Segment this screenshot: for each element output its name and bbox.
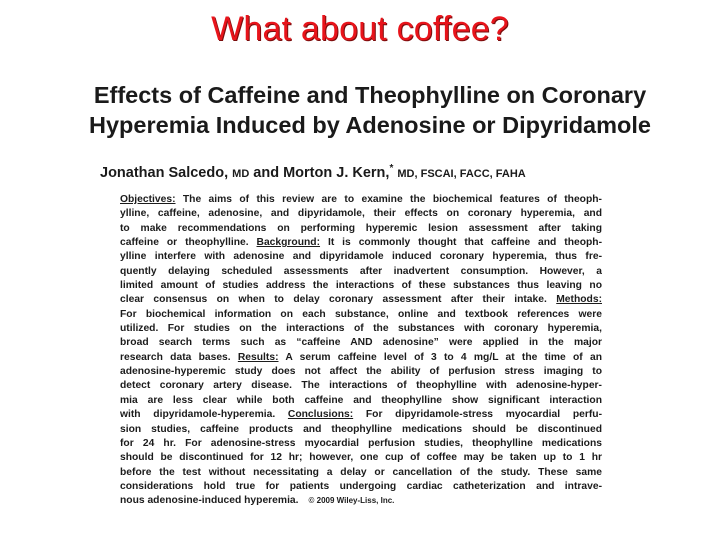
- abstract-line: [120, 207, 602, 221]
- abstract-line: [120, 236, 602, 250]
- section-label-methods: Methods:: [556, 294, 602, 306]
- abstract-text: limited amount of studies address the interactions of these substances thus leaving no: [120, 280, 602, 292]
- abstract-text: A serum caffeine level of 3 to 4 mg/L at the time of an: [278, 351, 602, 363]
- abstract-text: before the test without necessitating a delay or cancellation of the study. These same: [120, 466, 602, 478]
- section-label-background: Background:: [256, 237, 321, 249]
- abstract-line: [120, 451, 602, 465]
- abstract-text: ylline interfere with adenosine and dipyridamole induced coronary hyperemia, thus fre-: [120, 251, 602, 263]
- abstract-text: clear consensus on when to delay coronary assessment after their intake.: [120, 294, 557, 306]
- abstract-text: mia are less clear while both caffeine and theophylline show significant interaction: [120, 394, 602, 406]
- abstract-text: should be discontinued for 12 hr; however, one cup of coffee may be taken up to 1 hr: [120, 452, 602, 464]
- abstract-line: [120, 365, 602, 379]
- abstract-text: ylline, caffeine, adenosine, and dipyridamole, their effects on coronary hyperemia, and: [120, 208, 602, 220]
- abstract-text: with dipyridamole-hyperemia.: [120, 409, 288, 421]
- section-label-results: Results:: [237, 351, 279, 363]
- copyright-notice: © 2009 Wiley-Liss, Inc.: [308, 496, 395, 506]
- abstract-text: for 24 hr. For adenosine-stress myocardial perfusion studies, theophylline medications: [120, 437, 602, 449]
- author-2-name: and Morton J. Kern,: [253, 164, 390, 181]
- abstract-line: [120, 423, 602, 437]
- paper-title: [40, 80, 700, 140]
- abstract-line: [120, 308, 602, 322]
- abstract-text: adenosine-hyperemic study does not affect the ability of perfusion stress imaging to: [120, 366, 602, 378]
- abstract-text: For biochemical information on each substance, online and textbook references were: [120, 308, 602, 320]
- abstract-text: The aims of this review are to examine the biochemical features of theoph-: [175, 194, 602, 205]
- abstract-text: nous adenosine-induced hyperemia.: [120, 495, 299, 507]
- abstract-line: [120, 437, 602, 451]
- abstract-text: caffeine or theophylline.: [120, 237, 257, 249]
- abstract-line: [120, 250, 602, 264]
- abstract-line: [120, 222, 602, 236]
- paper-title-line-2: Hyperemia Induced by Adenosine or Dipyridamole: [89, 112, 651, 138]
- author-2-degrees: MD, FSCAI, FACC, FAHA: [397, 167, 526, 180]
- abstract-line: [120, 394, 602, 408]
- abstract-text: research data bases.: [120, 351, 238, 363]
- abstract-line: [120, 293, 602, 307]
- abstract-text: It is commonly thought that caffeine and theoph-: [320, 237, 602, 249]
- abstract-line: [120, 265, 602, 279]
- abstract-line: [120, 408, 602, 422]
- author-1-degree: MD: [232, 167, 250, 180]
- abstract-text: to make recommendations on performing hyperemic lesion assessment after taking: [120, 222, 602, 234]
- slide-title: What about coffee?: [211, 10, 509, 48]
- abstract-text: sion studies, caffeine products and theophylline medications should be discontinued: [120, 423, 602, 435]
- abstract-text: detect coronary artery disease. The interactions of theophylline with adenosine-hyper-: [120, 380, 602, 392]
- section-label-objectives: Objectives:: [120, 194, 176, 205]
- abstract-line: [120, 193, 602, 207]
- abstract-line: [120, 466, 602, 480]
- abstract-line: [120, 480, 602, 494]
- abstract-line: [120, 322, 602, 336]
- abstract-line: [120, 336, 602, 350]
- abstract-line: [120, 279, 602, 293]
- abstract-text: broad search terms such as “caffeine AND adenosine” were applied in the major: [120, 337, 602, 349]
- corresponding-author-mark: *: [389, 163, 394, 174]
- abstract-line: [120, 494, 602, 508]
- abstract-line: [120, 379, 602, 393]
- paper-title-line-1: Effects of Caffeine and Theophylline on Coronary: [93, 82, 647, 108]
- abstract-text: For dipyridamole-stress myocardial perfu-: [353, 409, 602, 421]
- abstract-text: utilized. For studies on the interactions of the substances with coronary hyperemia,: [120, 323, 602, 335]
- abstract-text: considerations hold true for patients undergoing cardiac catheterization and intrave-: [120, 480, 602, 492]
- abstract-text: quently delaying scheduled assessments after inadvertent consumption. However, a: [120, 265, 602, 277]
- author-1-name: Jonathan Salcedo,: [100, 164, 229, 181]
- abstract: [120, 193, 602, 509]
- author-line: [100, 163, 660, 181]
- section-label-conclusions: Conclusions:: [287, 409, 354, 421]
- abstract-line: [120, 351, 602, 365]
